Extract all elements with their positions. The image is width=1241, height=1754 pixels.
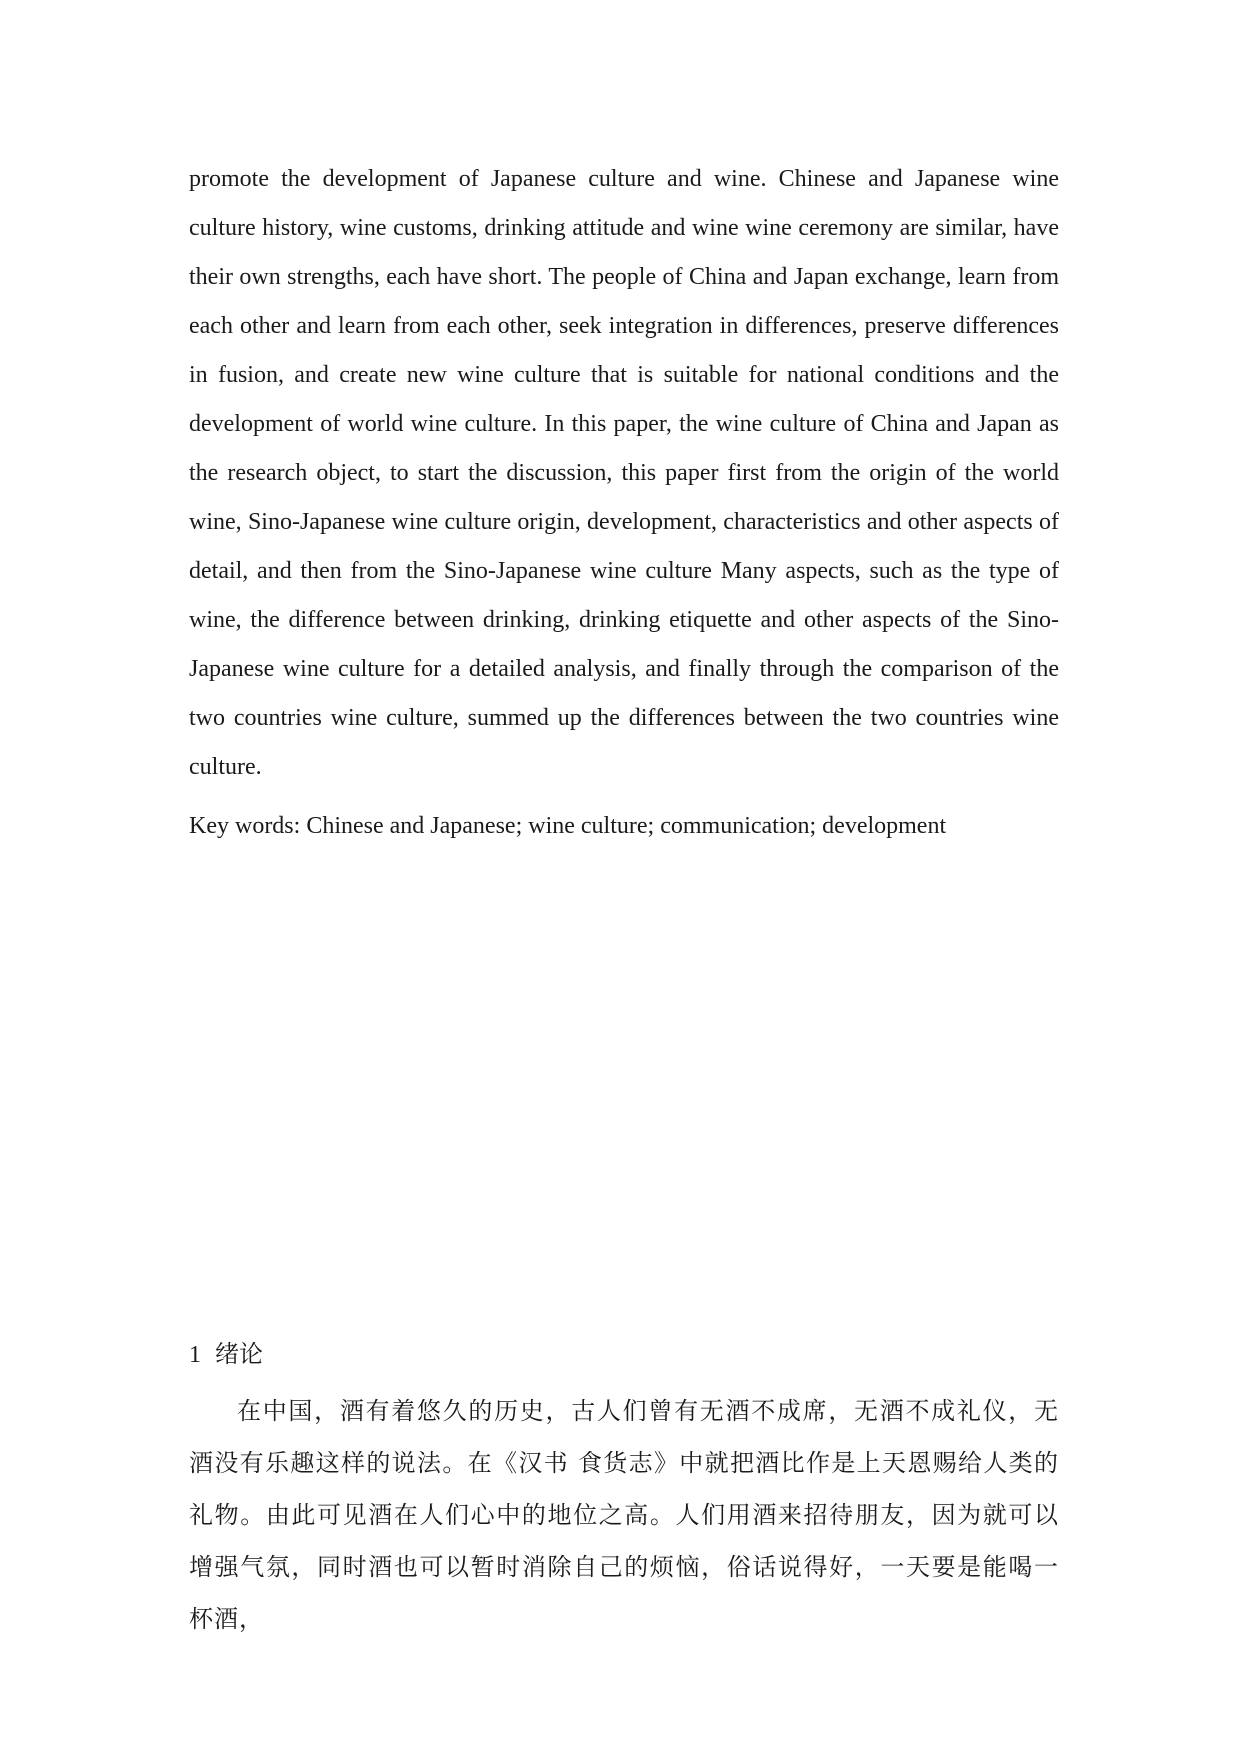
keywords-line: Key words: Chinese and Japanese; wine culture; communication; development	[189, 813, 947, 839]
section-number: 1	[189, 1342, 201, 1368]
introduction-paragraph: 在中国，酒有着悠久的历史，古人们曾有无酒不成席，无酒不成礼仪，无酒没有乐趣这样的说法。在《汉书 食货志》中就把酒比作是上天恩赐给人类的礼物。由此可见酒在人们心中的地位之高。人们用酒来招待朋友，因为就可以增强气氛，同时酒也可以暂时消除自己的烦恼，俗话说得好，一天要是能喝一杯酒，	[189, 1397, 1059, 1633]
abstract-paragraph: promote the development of Japanese culture and wine. Chinese and Japanese wine culture history, wine customs, drinking attitude and wine wine ceremony are similar, have their own strengths, each have short. The people of China and Japan exchange, learn from each other and learn from each other, seek integration in differences, preserve differences in fusion, and create new wine culture that is suitable for national conditions and the development of world wine culture. In this paper, the wine culture of China and Japan as the research object, to start the discussion, this paper first from the origin of the world wine, Sino-Japanese wine culture origin, development, characteristics and other aspects of detail, and then from the Sino-Japanese wine culture Many aspects, such as the type of wine, the difference between drinking, drinking etiquette and other aspects of the Sino-Japanese wine culture for a detailed analysis, and finally through the comparison of the two countries wine culture, summed up the differences between the two countries wine culture.	[189, 166, 1059, 780]
section-heading	[189, 1335, 263, 1375]
section-title: 绪论	[215, 1342, 263, 1368]
